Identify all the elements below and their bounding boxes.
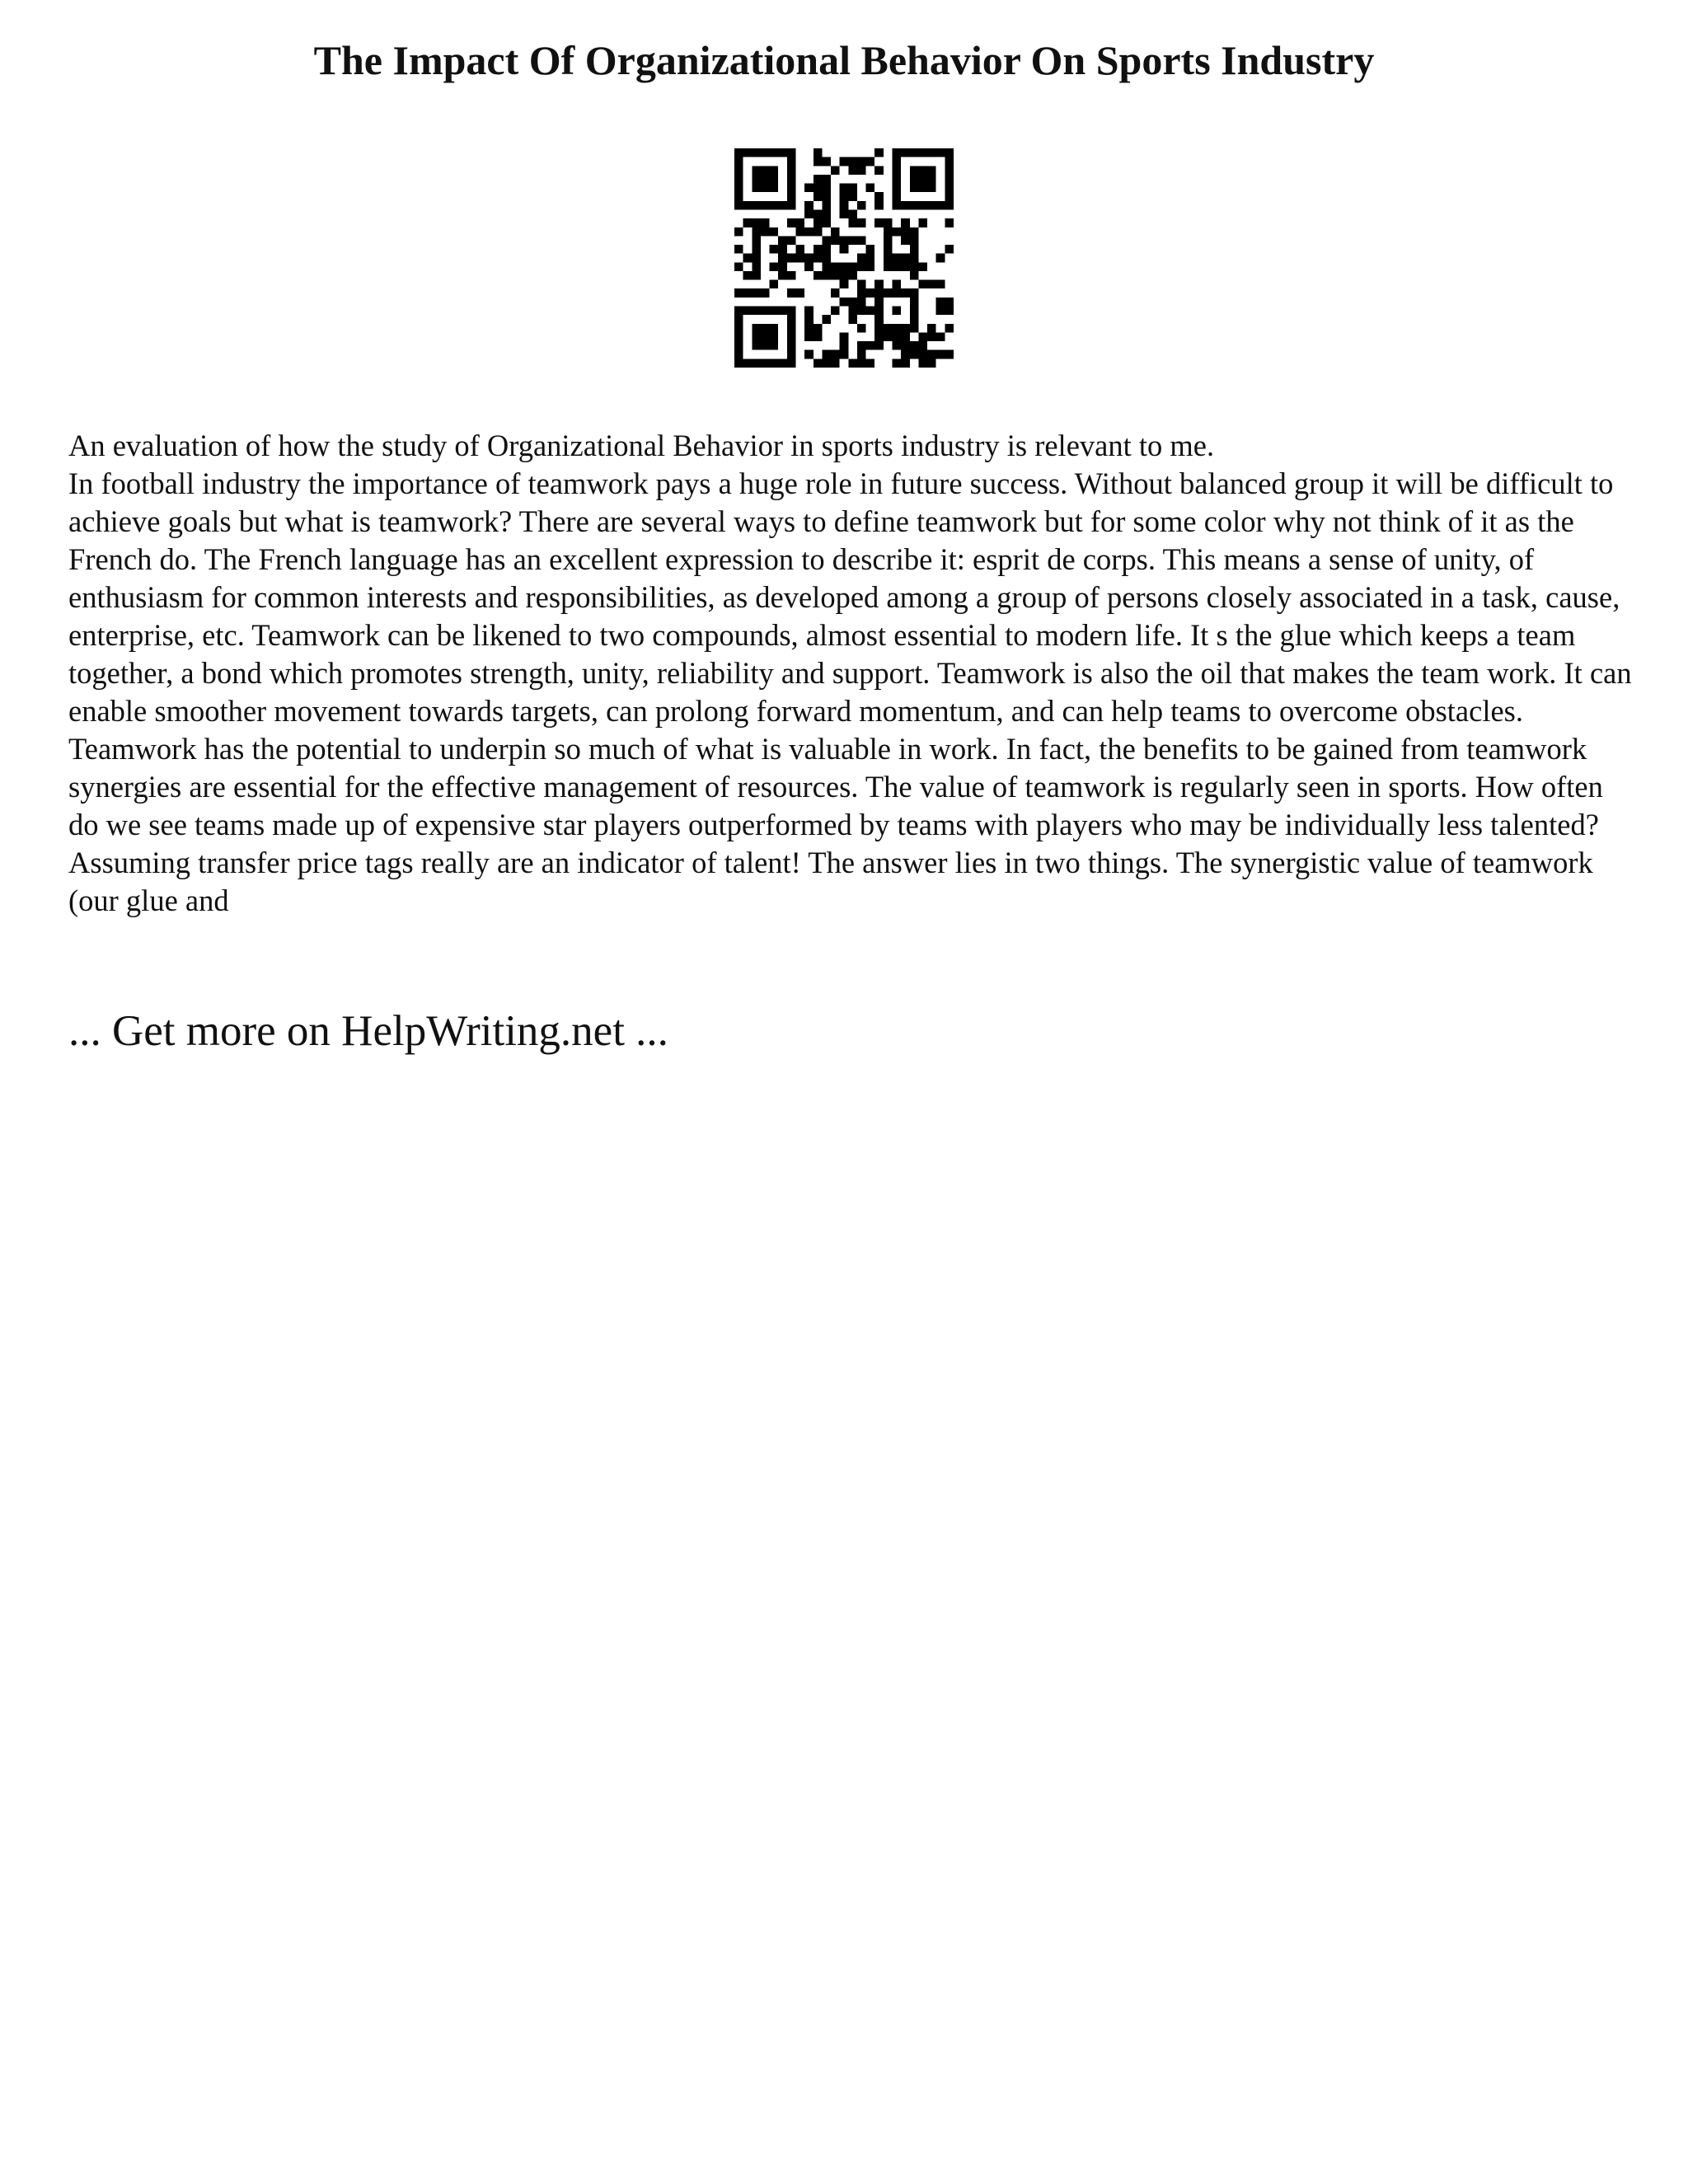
document-body [68, 427, 1634, 920]
body-paragraph: In football industry the importance of teamwork pays a huge role in future success. Without balanced group it will be difficult to achieve goals but what is teamwork? There are several ways to define teamwork but for some color why not think of it as the French do. The French language has an excellent expression to describe it: esprit de corps. This means a sense of unity, of enthusiasm for common interests and responsibilities, as developed among a group of persons closely associated in a task, cause, enterprise, etc. Teamwork can be likened to two compounds, almost essential to modern life. It s the glue which keeps a team together, a bond which promotes strength, unity, reliability and support. Teamwork is also the oil that makes the team work. It can enable smoother movement towards targets, can prolong forward momentum, and can help teams to overcome obstacles. Teamwork has the potential to underpin so much of what is valuable in work. In fact, the benefits to be gained from teamwork synergies are essential for the effective management of resources. The value of teamwork is regularly seen in sports. How often do we see teams made up of expensive star players outperformed by teams with players who may be individually less talented? Assuming transfer price tags really are an indicator of talent! The answer lies in two things. The synergistic value of teamwork (our glue and [68, 466, 1632, 917]
qr-code-icon [734, 148, 954, 368]
intro-paragraph: An evaluation of how the study of Organizational Behavior in sports industry is relevant to me. [68, 429, 1215, 462]
document-title: The Impact Of Organizational Behavior On Sports Industry [313, 37, 1375, 83]
get-more-link[interactable]: ... Get more on HelpWriting.net ... [68, 1007, 668, 1055]
